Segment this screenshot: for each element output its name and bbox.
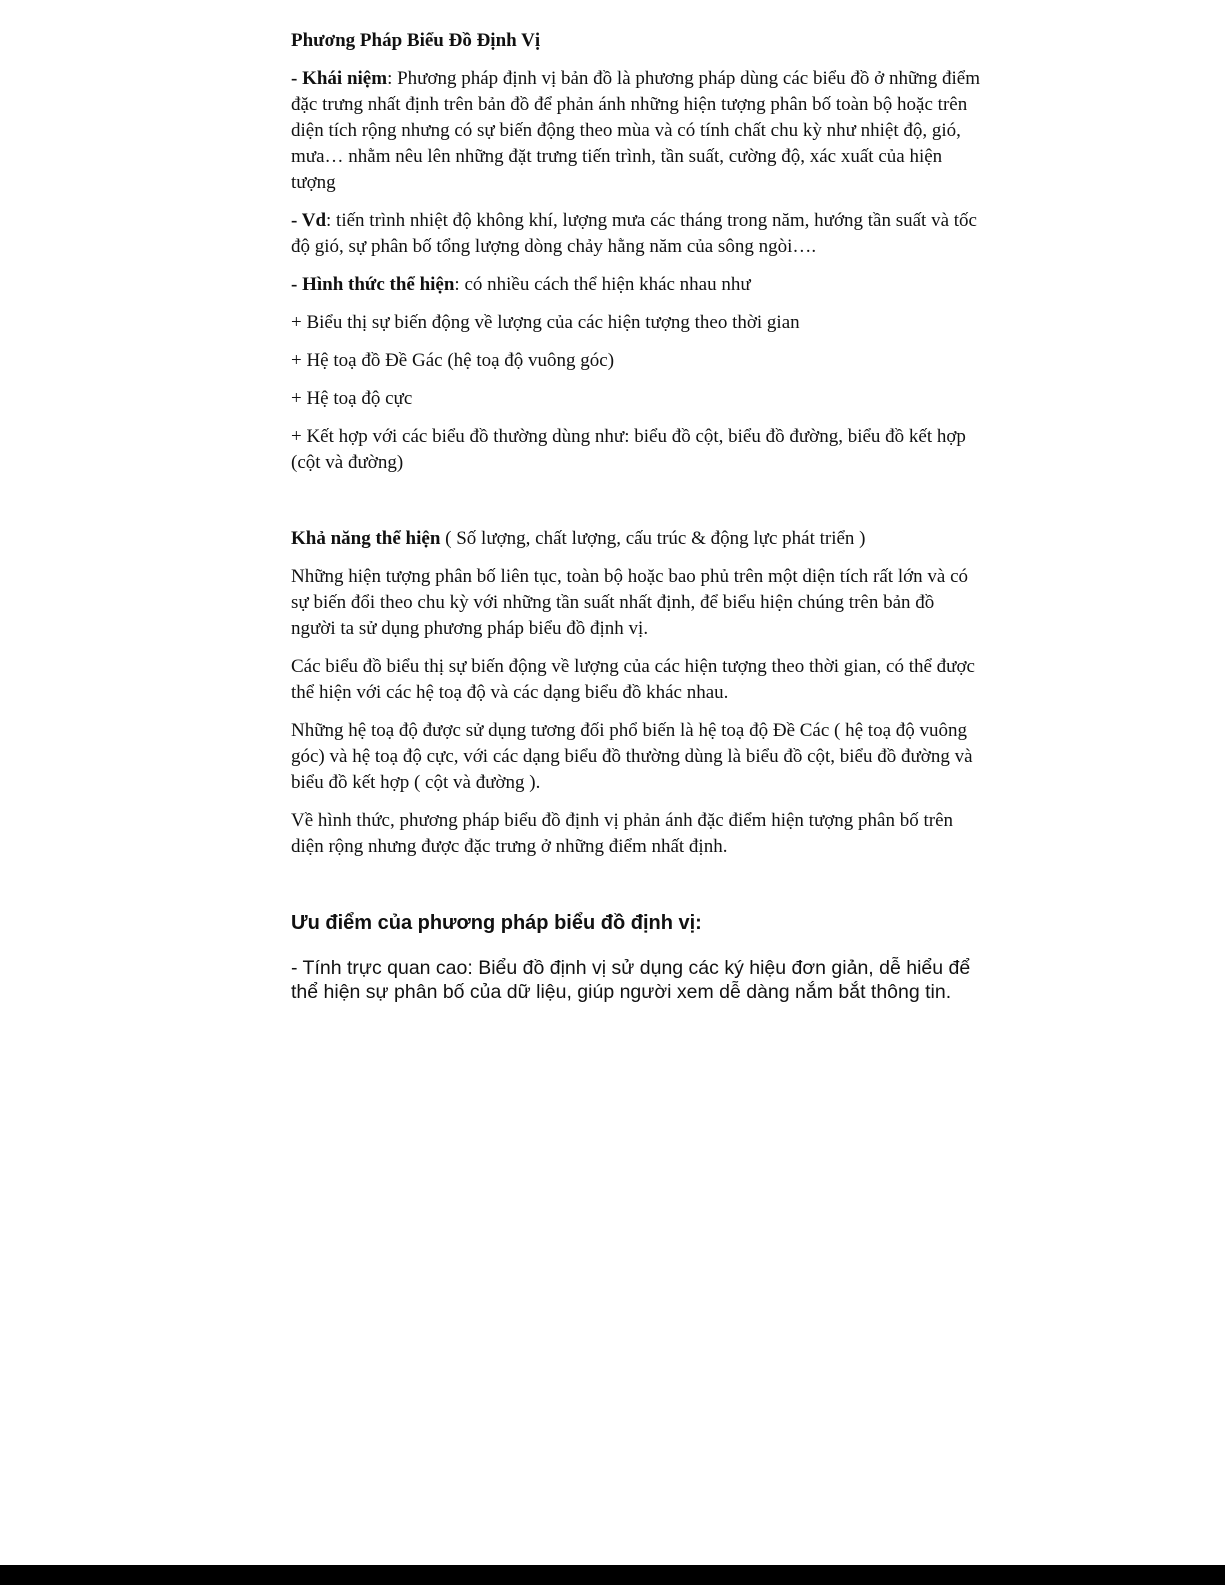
document-content	[291, 28, 981, 1016]
ability-heading-text: ( Số lượng, chất lượng, cấu trúc & động lực phát triển )	[440, 528, 866, 549]
ability-heading	[291, 526, 981, 552]
bullet-item: + Kết hợp với các biểu đồ thường dùng như: biểu đồ cột, biểu đồ đường, biểu đồ kết hợp (cột và đường)	[291, 426, 966, 473]
ability-paragraph: Về hình thức, phương pháp biểu đồ định vị phản ánh đặc điểm hiện tượng phân bố trên diện rộng nhưng được đặc trưng ở những điểm nhất định.	[291, 810, 954, 857]
concept-paragraph	[291, 66, 981, 196]
concept-text: : Phương pháp định vị bản đồ là phương pháp dùng các biểu đồ ở những điểm đặc trưng nhất định trên bản đồ để phản ánh những hiện tượng phân bố toàn bộ hoặc trên diện tích rộng nhưng có sự biến động theo mùa và có tính chất chu kỳ như nhiệt độ, gió, mưa… nhằm nêu lên những đặt trưng tiến trình, tần suất, cường độ, xác xuất của hiện tượng	[291, 68, 981, 193]
form-label: - Hình thức thể hiện	[291, 274, 455, 295]
section-title: Phương Pháp Biểu Đồ Định Vị	[291, 30, 541, 51]
ability-paragraph: Những hiện tượng phân bố liên tục, toàn bộ hoặc bao phủ trên một diện tích rất lớn và có sự biến đổi theo chu kỳ với những tần suất nhất định, để biểu hiện chúng trên bản đồ người ta sử dụng phương pháp biểu đồ định vị.	[291, 566, 969, 639]
advantages-section	[291, 910, 981, 1004]
concept-label: - Khái niệm	[291, 68, 388, 89]
form-text: : có nhiều cách thể hiện khác nhau như	[454, 274, 751, 295]
advantages-heading: Ưu điểm của phương pháp biểu đồ định vị:	[291, 912, 702, 934]
bullet-item: + Hệ toạ độ cực	[291, 388, 413, 409]
ability-heading-label: Khả năng thể hiện	[291, 528, 441, 549]
section-spacer	[291, 872, 981, 910]
ability-paragraph: Những hệ toạ độ được sử dụng tương đối phổ biến là hệ toạ độ Đề Các ( hệ toạ độ vuông góc) và hệ toạ độ cực, với các dạng biểu đồ thường dùng là biểu đồ cột, biểu đồ đường và biểu đồ kết hợp ( cột và đường ).	[291, 720, 973, 793]
section-spacer	[291, 488, 981, 526]
example-paragraph	[291, 208, 981, 260]
ability-paragraph: Các biểu đồ biểu thị sự biến động về lượng của các hiện tượng theo thời gian, có thể được thể hiện với các hệ toạ độ và các dạng biểu đồ khác nhau.	[291, 656, 975, 703]
example-text: : tiến trình nhiệt độ không khí, lượng mưa các tháng trong năm, hướng tần suất và tốc độ gió, sự phân bố tổng lượng dòng chảy hằng năm của sông ngòi….	[291, 210, 977, 257]
bullet-item: + Biểu thị sự biến động về lượng của các hiện tượng theo thời gian	[291, 312, 800, 333]
advantages-text: - Tính trực quan cao: Biểu đồ định vị sử dụng các ký hiệu đơn giản, dễ hiểu để thể hiện sự phân bố của dữ liệu, giúp người xem dễ dàng nắm bắt thông tin.	[291, 957, 971, 1003]
page-bottom-border	[0, 1565, 1225, 1585]
form-paragraph	[291, 272, 981, 298]
example-label: - Vd	[291, 210, 327, 231]
bullet-item: + Hệ toạ đồ Đề Gác (hệ toạ độ vuông góc)	[291, 350, 615, 371]
